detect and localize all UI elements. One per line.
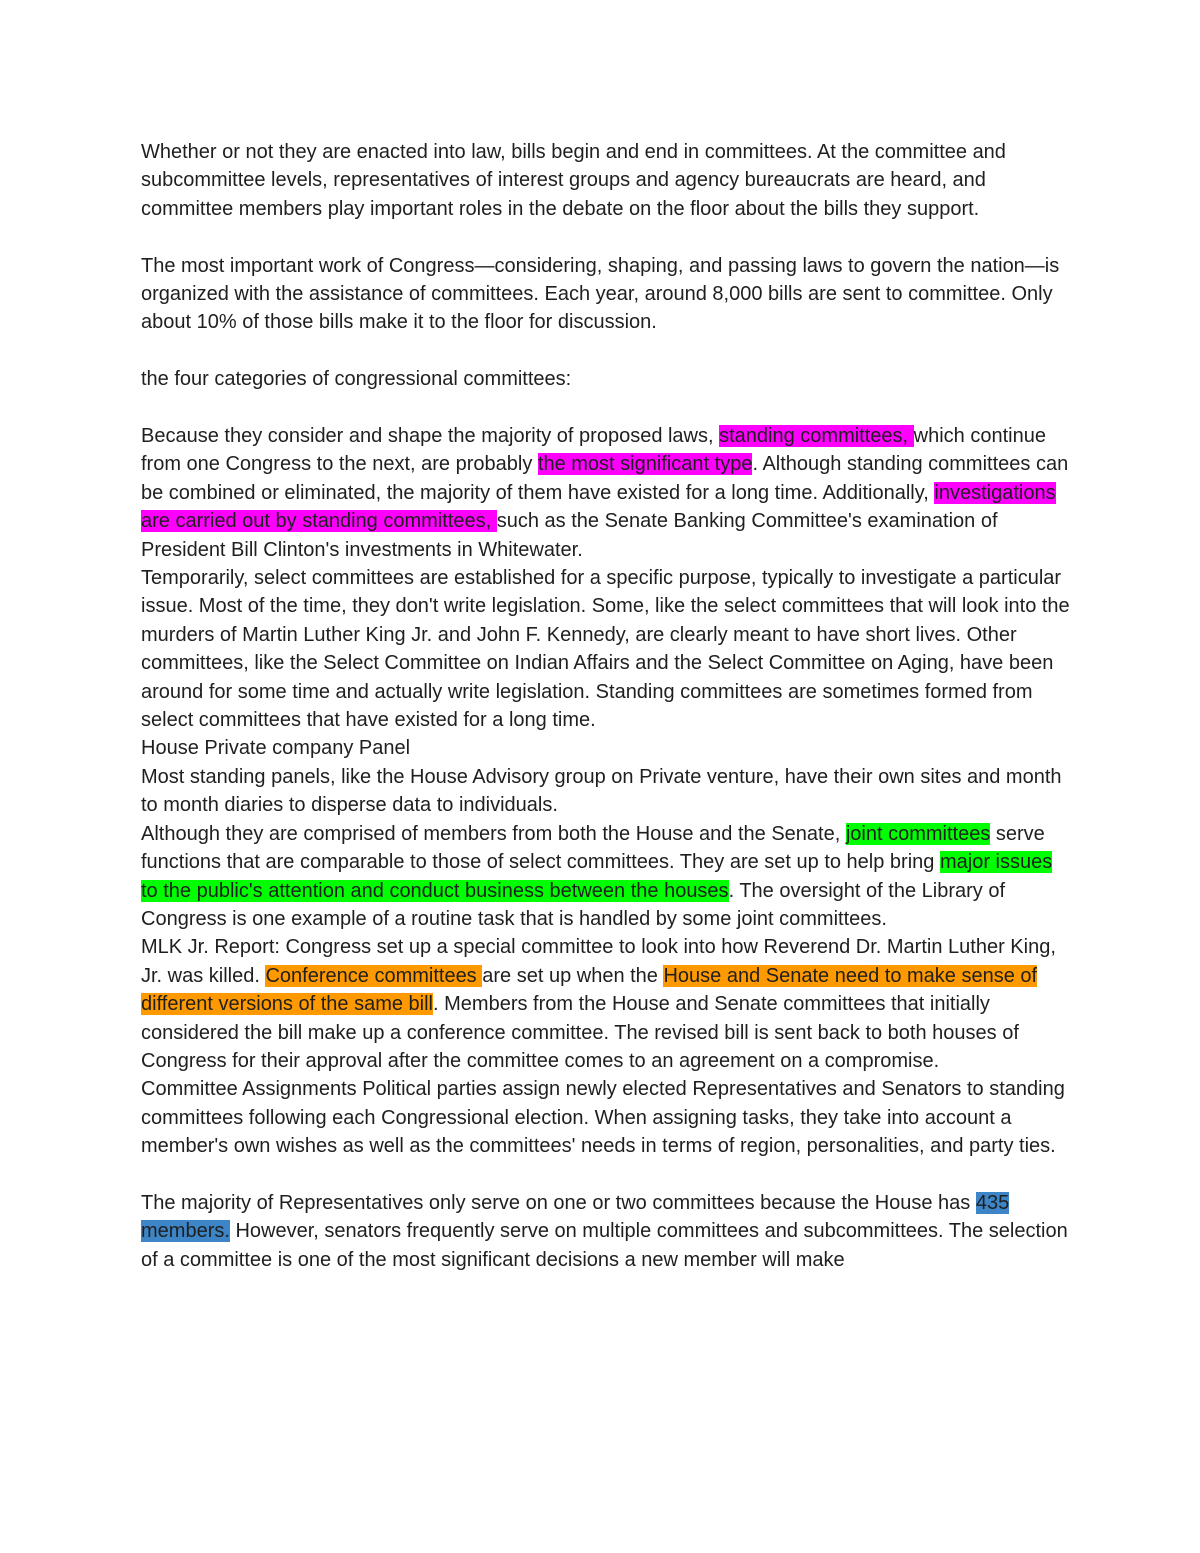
text-run: serve functions that are comparable to those of select committees. They are set up to help bring — [141, 822, 1045, 874]
text-run: However, senators frequently serve on multiple committees and subcommittees. The selection of a committee is one of the most significant decisions a new member will make — [141, 1220, 1068, 1271]
paragraph-gap — [141, 1161, 1071, 1189]
highlight-house-and-senate: House and Senate need to make sense of different versions of the same bill — [141, 964, 1038, 1016]
text-run: . Members from the House and Senate committees that initially considered the bill make up a conference committee. The revised bill is sent back to both houses of Congress for their approval after the committee comes to an agreement on a compromise. — [141, 993, 1019, 1072]
paragraph-representatives — [141, 1189, 1071, 1274]
text-run: are set up when the — [482, 964, 664, 987]
paragraph-bills-committees: Whether or not they are enacted into law, bills begin and end in committees. At the committee and subcommittee levels, representatives of interest groups and agency bureaucrats are heard, and committee members play important roles in the debate on the floor about the bills they support. — [141, 141, 1006, 220]
highlight-435-members: 435 members. — [141, 1191, 1010, 1243]
paragraph-committee-assignments: Committee Assignments Political parties assign newly elected Representatives and Senators to standing committees following each Congressional election. When assigning tasks, they take into account a member's own wishes as well as the committees' needs in terms of region, personalities, and party ties. — [141, 1078, 1065, 1158]
paragraph-select-committees: Temporarily, select committees are established for a specific purpose, typically to investigate a particular issue. Most of the time, they don't write legislation. Some, like the select committees that will look into the murders of Martin Luther King Jr. and John F. Kennedy, are clearly meant to have short lives. Other committees, like the Select Committee on Indian Affairs and the Select Committee on Aging, have been around for some time and actually write legislation. Standing committees are sometimes formed from select committees that have existed for a long time. — [141, 567, 1070, 732]
paragraph-joint-committees — [141, 820, 1071, 934]
paragraph-standing-panels: Most standing panels, like the House Advisory group on Private venture, have their own sites and month to month diaries to disperse data to individuals. — [141, 765, 1062, 817]
paragraph-standing-committees — [141, 422, 1071, 564]
paragraph-work-of-congress: The most important work of Congress—considering, shaping, and passing laws to govern the nation—is organized with the assistance of committees. Each year, around 8,000 bills are sent to committee. Only about 10% of those bills make it to the floor for discussion. — [141, 254, 1060, 334]
paragraph-gap — [141, 223, 1071, 251]
text-run: . The oversight of the Library of Congress is one example of a routine task that is handled by some joint committees. — [141, 879, 1006, 930]
text-run: such as the Senate Banking Committee's examination of President Bill Clinton's investments in Whitewater. — [141, 510, 998, 561]
highlight-conference-committees: Conference committees — [265, 964, 483, 987]
text-run: Because they consider and shape the majority of proposed laws, — [141, 425, 720, 448]
text-run: which continue from one Congress to the next, are probably — [141, 425, 1046, 476]
text-run: The majority of Representatives only serve on one or two committees because the House has — [141, 1191, 976, 1214]
highlight-joint-committees: joint committees — [845, 822, 991, 845]
paragraph-four-categories: the four categories of congressional committees: — [141, 368, 572, 391]
paragraph-house-panel-heading: House Private company Panel — [141, 737, 411, 760]
document-page — [141, 138, 1071, 1274]
highlight-most-significant-type: the most significant type — [537, 453, 753, 476]
paragraph-gap — [141, 394, 1071, 422]
highlight-investigations: investigations are carried out by standing committees, — [141, 481, 1056, 533]
paragraph-gap — [141, 337, 1071, 365]
text-run: MLK Jr. Report: Congress set up a special committee to look into how Reverend Dr. Martin Luther King, Jr. was killed. — [141, 936, 1056, 987]
paragraph-conference-committees — [141, 933, 1071, 1075]
highlight-standing-committees: standing committees, — [719, 425, 914, 448]
highlight-major-issues: major issues to the public's attention and conduct business between the houses — [141, 851, 1053, 902]
text-run: . Although standing committees can be combined or eliminated, the majority of them have existed for a long time. Additionally, — [141, 453, 1069, 504]
text-run: Although they are comprised of members from both the House and the Senate, — [141, 822, 846, 845]
